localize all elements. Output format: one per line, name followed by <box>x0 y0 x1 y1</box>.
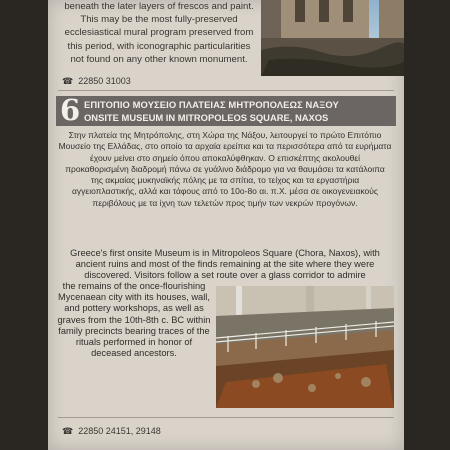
english-description-continued: the remains of the once-flourishing Mycenaean city with its houses, wall, and pottery workshops, as well as graves from the 10th-8th c. BC within family precincts bearing traces of the rituals performed in honor of deceased ancestors. <box>57 281 211 359</box>
english-description-intro: Greece's first onsite Museum is in Mitropoleos Square (Chora, Naxos), with ancient ruins and most of the finds remaining at the site where they were discovered. Visitors follow a set route over a glass corridor to admire <box>70 248 380 281</box>
phone-row <box>62 424 392 438</box>
section-number: 6 <box>60 93 81 127</box>
divider <box>58 417 394 418</box>
phone-number: 22850 24151, 29148 <box>78 426 161 436</box>
section-banner <box>56 93 396 127</box>
phone-row <box>62 74 392 88</box>
previous-entry-text: beneath the later layers of frescos and paint. This may be the most fully-preserved ecclesiastical mural program preserved from this period, with iconographic particularities not found on any other known monument. <box>64 1 254 65</box>
museum-excavation-photo <box>216 286 394 408</box>
section-title-english: ONSITE MUSEUM IN MITROPOLEOS SQUARE, NAXOS <box>84 112 329 123</box>
church-photo <box>261 0 404 76</box>
phone-number: 22850 31003 <box>78 76 131 86</box>
divider <box>58 90 394 91</box>
greek-description: Στην πλατεία της Μητρόπολης, στη Χώρα της Νάξου, λειτουργεί το πρώτο Επιτόπιο Μουσείο της Ελλάδας, στο οποίο τα αρχαία ερείπια και τα περισσότερα από τα ευρήματα έχουν μείνει στο σημείο όπου αποκαλύφθηκαν. Ο επισκέπτης ακολουθεί προκαθορισμένη διαδρομή πάνω σε γυάλινο διάδρομο για να θαυμάσει τα κατάλοιπα της ακμαίας μυκηναϊκής πόλης με τα σπίτια, το τείχος και τα εργαστήρια αγγειοπλαστικής, αλλά και τάφους από το 10ο-8ο αι. π.Χ. μέσα σε οικογενειακούς περιβόλους με τα ίχνη των τελετών προς τιμήν των νεκρών προγόνων. <box>58 130 392 208</box>
section-title-greek: ΕΠΙΤΟΠΙΟ ΜΟΥΣΕΙΟ ΠΛΑΤΕΙΑΣ ΜΗΤΡΟΠΟΛΕΩΣ ΝΑΞΟΥ <box>84 99 339 110</box>
telephone-icon: ☎ <box>62 76 74 86</box>
guidebook-page <box>48 0 404 450</box>
telephone-icon: ☎ <box>62 426 74 436</box>
